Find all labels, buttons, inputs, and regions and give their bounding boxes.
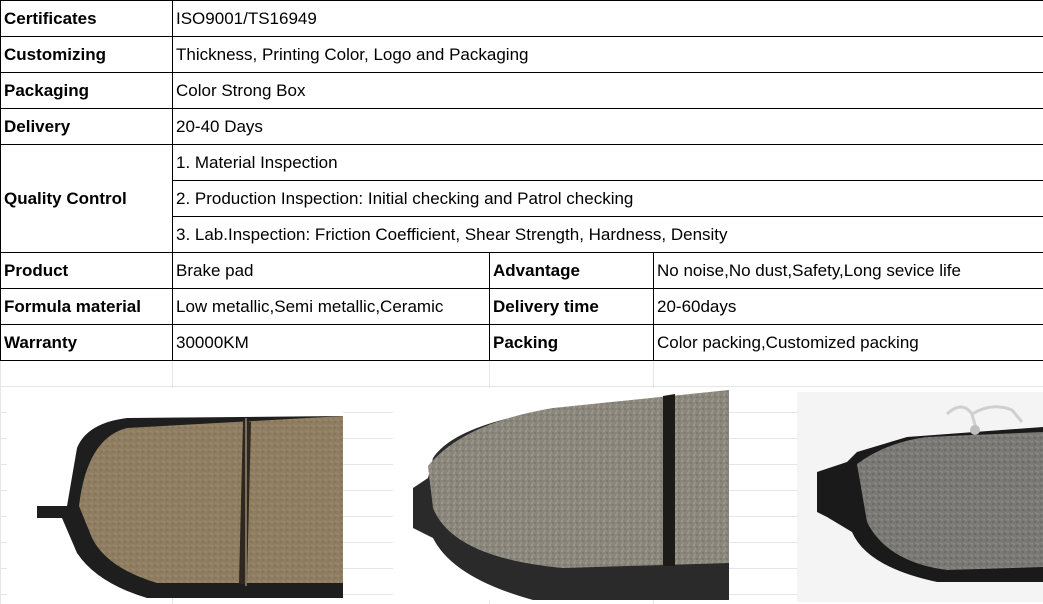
table-row	[1, 1, 1043, 37]
table-row	[1, 253, 1043, 289]
quality-item-3: 3. Lab.Inspection: Friction Coefficient, Shear Strength, Hardness, Density	[173, 217, 1043, 253]
table-row	[1, 145, 1043, 181]
row-label-quality-control: Quality Control	[1, 145, 173, 253]
brake-pad-photo-1	[7, 388, 343, 598]
row-label-warranty: Warranty	[1, 325, 173, 361]
row-label-delivery: Delivery	[1, 109, 173, 145]
row-value-formula-material: Low metallic,Semi metallic,Ceramic	[173, 289, 490, 325]
row-value-packaging: Color Strong Box	[173, 73, 1043, 109]
row-value-warranty: 30000KM	[173, 325, 490, 361]
table-row	[1, 73, 1043, 109]
table-row	[1, 37, 1043, 73]
table-row	[1, 109, 1043, 145]
brake-pad-photo-3	[797, 392, 1043, 602]
row-label-formula-material: Formula material	[1, 289, 173, 325]
row-label-product: Product	[1, 253, 173, 289]
row-label-packaging: Packaging	[1, 73, 173, 109]
quality-item-2: 2. Production Inspection: Initial checking and Patrol checking	[173, 181, 1043, 217]
row-value-delivery: 20-40 Days	[173, 109, 1043, 145]
row-value-certificates: ISO9001/TS16949	[173, 1, 1043, 37]
row-label-delivery-time: Delivery time	[490, 289, 654, 325]
row-label-advantage: Advantage	[490, 253, 654, 289]
quality-item-1: 1. Material Inspection	[173, 145, 1043, 181]
row-value-delivery-time: 20-60days	[654, 289, 1043, 325]
table-row	[1, 289, 1043, 325]
row-label-certificates: Certificates	[1, 1, 173, 37]
table-row	[1, 325, 1043, 361]
row-value-packing: Color packing,Customized packing	[654, 325, 1043, 361]
brake-pad-photo-2	[393, 388, 729, 600]
row-value-advantage: No noise,No dust,Safety,Long sevice life	[654, 253, 1043, 289]
row-value-product: Brake pad	[173, 253, 490, 289]
row-label-customizing: Customizing	[1, 37, 173, 73]
row-label-packing: Packing	[490, 325, 654, 361]
row-value-customizing: Thickness, Printing Color, Logo and Packaging	[173, 37, 1043, 73]
